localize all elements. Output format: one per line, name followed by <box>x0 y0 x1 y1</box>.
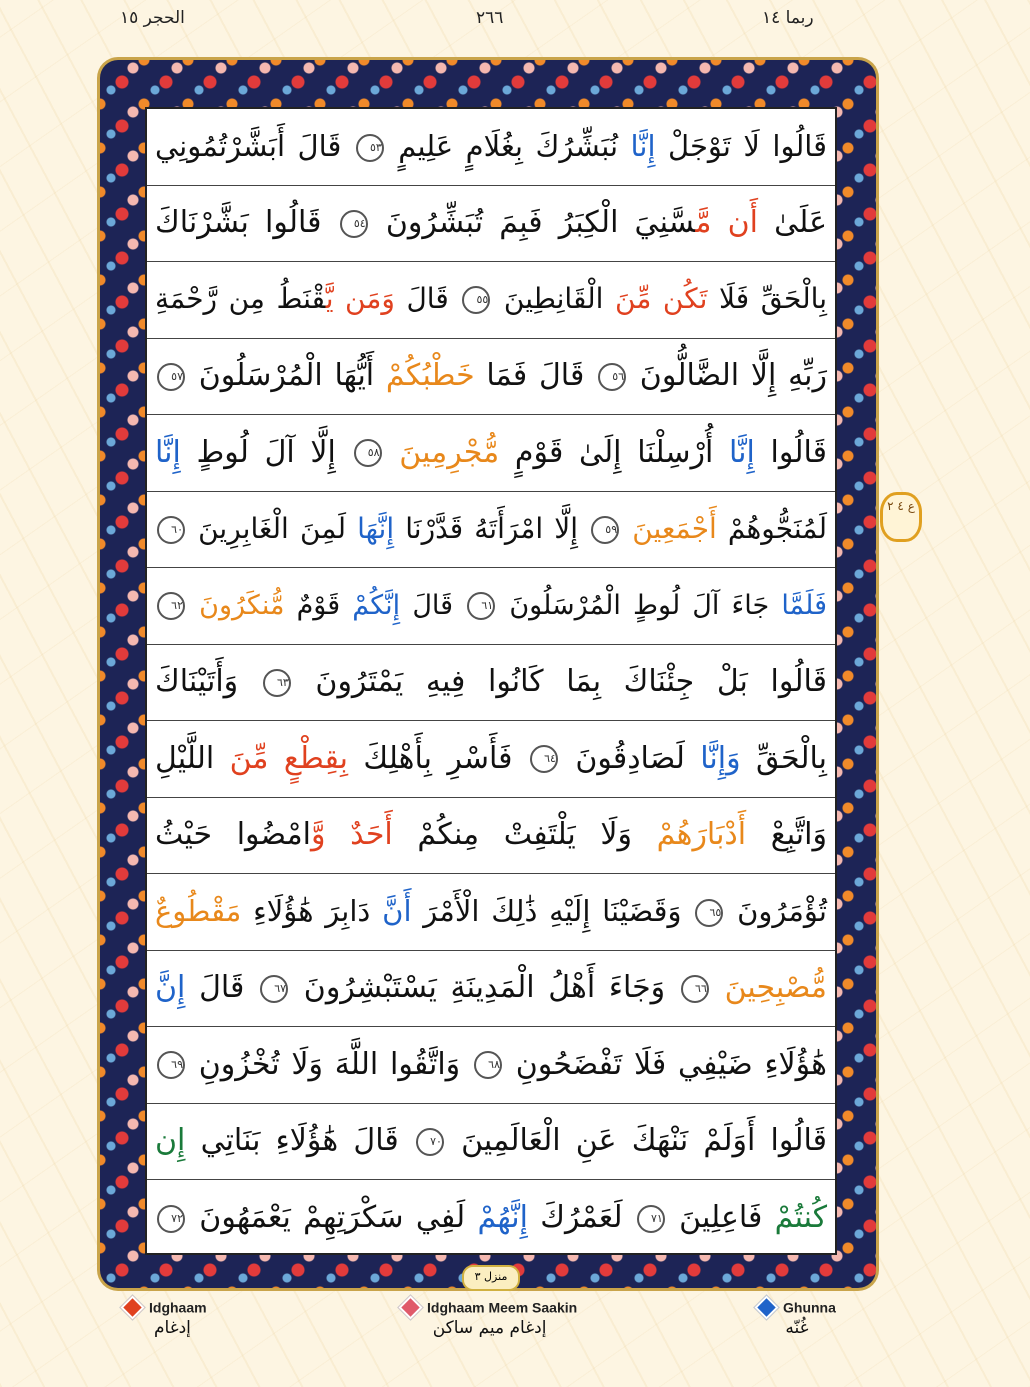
text-segment: قْنَطُ مِن رَّحْمَةِ <box>155 282 326 316</box>
text-segment: هَٰؤُلَاءِ ضَيْفِي فَلَا تَفْضَحُونِ <box>503 1046 827 1082</box>
text-segment: اللَّيْلِ <box>155 740 230 776</box>
verse-number-marker: ٥٩ <box>591 516 619 544</box>
tajweed-highlight: تَكُن مِّنَ <box>615 282 708 316</box>
tajweed-highlight: كُنتُمْ <box>774 1200 828 1236</box>
legend-arabic: غُنّه <box>785 1318 809 1338</box>
verse-number-marker: ٥٦ <box>598 363 626 391</box>
text-line <box>147 798 835 875</box>
text-line <box>147 415 835 492</box>
red-diamond-icon <box>120 1295 144 1319</box>
tajweed-highlight: إِنَّهُمْ <box>477 1200 528 1236</box>
tajweed-highlight: مُّنكَرُونَ <box>199 589 285 621</box>
text-segment: لَصَادِقُونَ <box>559 740 701 776</box>
verse-number-marker: ٦٥ <box>695 899 723 927</box>
text-segment <box>384 435 400 470</box>
text-segment: بِالْحَقِّ <box>740 740 827 776</box>
text-segment: أَيُّهَا الْمُرْسَلُونَ <box>187 358 386 394</box>
text-line <box>147 1027 835 1104</box>
text-segment: لَمُنَجُّوهُمْ <box>716 511 828 545</box>
page-number: ٢٦٦ <box>476 8 504 28</box>
line-text <box>155 740 827 776</box>
text-segment <box>621 512 632 545</box>
line-text <box>155 511 828 545</box>
tajweed-highlight: إِنَّكُمْ <box>352 589 401 621</box>
line-text <box>155 205 827 241</box>
legend-ghunna: Ghunna غُنّه <box>758 1297 836 1338</box>
text-segment: قَالُوا أَوَلَمْ نَنْهَكَ عَنِ الْعَالَمِينَ <box>445 1123 827 1159</box>
text-line <box>147 951 835 1028</box>
line-text <box>155 434 827 470</box>
verse-number-marker: ٧٢ <box>157 1205 185 1233</box>
tajweed-highlight: إِنَّا <box>155 434 181 470</box>
text-segment: قَالَ <box>400 589 466 621</box>
text-line <box>147 721 835 798</box>
text-segment: عَلَىٰ <box>758 205 827 241</box>
verse-number-marker: ٥٥ <box>462 286 490 314</box>
tajweed-highlight: وَإِنَّا <box>700 740 741 776</box>
text-segment: فَاعِلِينَ <box>666 1200 775 1236</box>
text-segment <box>187 590 199 621</box>
verse-number-marker: ٧١ <box>637 1205 665 1233</box>
text-segment: رَبِّهِ إِلَّا الضَّالُّونَ <box>628 358 827 394</box>
text-line <box>147 1180 835 1257</box>
pink-diamond-icon <box>398 1295 422 1319</box>
verse-number-marker: ٦١ <box>467 592 495 620</box>
text-segment: لَعَمْرُكَ <box>527 1200 635 1236</box>
verse-number-marker: ٦٩ <box>157 1051 185 1079</box>
text-line <box>147 109 835 186</box>
verse-number-marker: ٦٠ <box>157 516 185 544</box>
text-segment: امْضُوا حَيْثُ <box>155 817 311 853</box>
tajweed-highlight: أَجْمَعِينَ <box>632 511 717 545</box>
tajweed-highlight: وَمَن يَّ <box>325 282 395 316</box>
verse-number-marker: ٦٨ <box>474 1051 502 1079</box>
verse-number-marker: ٦٧ <box>260 975 288 1003</box>
text-segment: قَالُوا لَا تَوْجَلْ <box>655 128 827 163</box>
text-segment: أُرْسِلْنَا إِلَىٰ قَوْمٍ <box>499 434 730 470</box>
tajweed-highlight: فَلَمَّا <box>781 589 827 621</box>
quran-text-box <box>145 107 837 1255</box>
juz-name: ربما ١٤ <box>762 8 814 28</box>
text-segment: دَابِرَ هَٰؤُلَاءِ <box>241 893 383 928</box>
text-segment: قَالَ أَبَشَّرْتُمُونِي <box>155 128 354 163</box>
text-segment: قَالَ هَٰؤُلَاءِ بَنَاتِي <box>185 1123 414 1159</box>
text-segment <box>711 970 725 1005</box>
line-text <box>155 589 827 621</box>
text-segment: قَالَ <box>185 970 259 1006</box>
text-segment: لَفِي سَكْرَتِهِمْ يَعْمَهُونَ <box>187 1200 478 1236</box>
tajweed-highlight: إِنَّهَا <box>357 511 395 545</box>
line-text <box>155 282 827 316</box>
tajweed-highlight: بِقِطْعٍ مِّنَ <box>229 740 349 776</box>
tajweed-highlight: مَقْطُوعٌ <box>155 893 242 928</box>
text-segment: بِالْحَقِّ فَلَا <box>707 282 827 316</box>
text-line <box>147 874 835 951</box>
verse-number-marker: ٧٠ <box>416 1128 444 1156</box>
verse-number-marker: ٦٦ <box>681 975 709 1003</box>
text-segment: لَمِنَ الْغَابِرِينَ <box>187 511 358 545</box>
text-segment: قَالُوا بَلْ جِئْنَاكَ بِمَا كَانُوا فِيهِ يَمْتَرُونَ <box>292 664 827 700</box>
text-segment: وَجَاءَ أَهْلُ الْمَدِينَةِ يَسْتَبْشِرُونَ <box>290 970 679 1006</box>
tajweed-highlight: أَدْبَارَهُمْ <box>656 817 747 853</box>
line-text <box>155 1123 827 1159</box>
surah-name: الحجر ١٥ <box>120 8 185 28</box>
blue-diamond-icon <box>754 1295 778 1319</box>
text-segment: إِلَّا امْرَأَتَهُ قَدَّرْنَا <box>394 511 590 545</box>
legend-idghaam: Idghaam إدغام <box>124 1297 207 1338</box>
tajweed-highlight: إِن <box>155 1123 186 1159</box>
legend-arabic: إدغام <box>154 1318 191 1338</box>
line-text <box>155 970 827 1006</box>
text-line <box>147 262 835 339</box>
text-segment: قَالَ <box>394 282 461 316</box>
text-segment: تُؤْمَرُونَ <box>725 893 827 928</box>
text-line <box>147 645 835 722</box>
text-segment: وَقَضَيْنَا إِلَيْهِ ذَٰلِكَ الْأَمْرَ <box>411 893 694 928</box>
verse-number-marker: ٥٣ <box>356 134 384 162</box>
text-segment: وَاتَّبِعْ <box>746 817 827 853</box>
text-line <box>147 186 835 263</box>
text-segment: قَالُوا <box>754 434 827 470</box>
line-text <box>155 664 827 700</box>
manzil-marker: منزل ٣ <box>462 1265 520 1291</box>
text-segment: قَالَ فَمَا <box>474 358 597 394</box>
verse-number-marker: ٦٣ <box>263 669 291 697</box>
tajweed-highlight: إِنَّ <box>155 970 186 1006</box>
verse-number-marker: ٦٤ <box>530 745 558 773</box>
verse-number-marker: ٦٢ <box>157 592 185 620</box>
tajweed-highlight: مُّجْرِمِينَ <box>399 434 500 470</box>
legend-arabic: إدغام ميم ساكن <box>432 1318 547 1338</box>
text-segment: وَاتَّقُوا اللَّهَ وَلَا تُخْزُونِ <box>187 1046 472 1082</box>
tajweed-highlight: أَن مَّ <box>695 205 758 241</box>
line-text <box>155 128 827 163</box>
line-text <box>155 1200 828 1236</box>
verse-number-marker: ٥٧ <box>157 363 185 391</box>
verse-number-marker: ٥٨ <box>354 439 382 467</box>
text-segment: قَالُوا بَشَّرْنَاكَ <box>155 205 338 241</box>
text-line <box>147 568 835 645</box>
text-segment: الْقَانِطِينَ <box>492 282 615 316</box>
verse-number-marker: ٥٤ <box>340 210 368 238</box>
text-segment: نُبَشِّرُكَ بِغُلَامٍ عَلِيمٍ <box>385 128 631 163</box>
text-segment: إِلَّا آلَ لُوطٍ <box>180 434 352 470</box>
legend-idghaam-meem-saakin: Idghaam Meem Saakin إدغام ميم ساكن <box>402 1297 577 1338</box>
tajweed-highlight: إِنَّا <box>729 434 755 470</box>
line-text <box>155 817 827 853</box>
line-text <box>155 358 827 394</box>
text-segment: قَوْمٌ <box>284 589 353 621</box>
ruku-marker: ع ٤ ٢ <box>880 492 922 542</box>
text-segment: فَأَسْرِ بِأَهْلِكَ <box>348 740 528 776</box>
text-line <box>147 339 835 416</box>
tajweed-highlight: أَنَّ <box>382 893 412 928</box>
tajweed-highlight: مُّصْبِحِينَ <box>724 970 827 1006</box>
text-segment: وَأَتَيْنَاكَ <box>155 664 261 700</box>
tajweed-highlight: إِنَّا <box>630 128 656 163</box>
text-segment: وَلَا يَلْتَفِتْ مِنكُمْ <box>392 817 657 853</box>
line-text <box>155 1046 827 1082</box>
line-text <box>155 893 827 928</box>
text-line <box>147 492 835 569</box>
text-segment: جَاءَ آلَ لُوطٍ الْمُرْسَلُونَ <box>497 589 782 621</box>
tajweed-highlight: خَطْبُكُمْ <box>385 358 475 394</box>
tajweed-highlight: أَحَدٌ وَّ <box>310 817 393 853</box>
text-line <box>147 1104 835 1181</box>
text-segment: سَّنِيَ الْكِبَرُ فَبِمَ تُبَشِّرُونَ <box>369 205 696 241</box>
